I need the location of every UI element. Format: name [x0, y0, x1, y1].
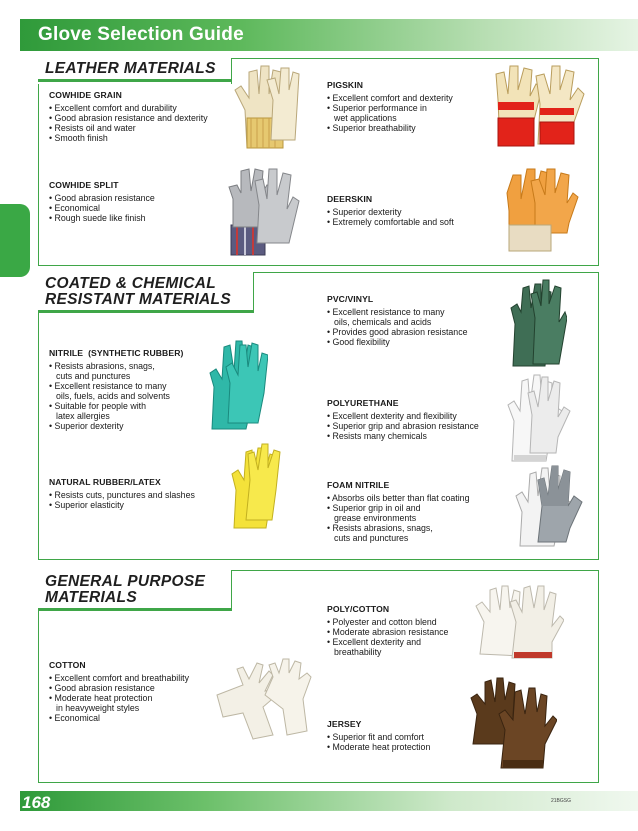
- jersey-glove-image: [467, 674, 557, 772]
- foam-nitrile-bullet: • Superior grip in oil and grease environments: [327, 503, 437, 523]
- general-section-title-line1: GENERAL PURPOSE: [45, 573, 206, 590]
- pvc-bullet: • Provides good abrasion resistance: [327, 327, 497, 337]
- poly-cotton-bullet: • Polyester and cotton blend: [327, 617, 477, 627]
- page-title: Glove Selection Guide: [38, 24, 244, 45]
- coated-section-title-line2: RESISTANT MATERIALS: [45, 291, 231, 308]
- pvc-bullet: • Good flexibility: [327, 337, 497, 347]
- deerskin-block: [327, 194, 487, 227]
- deerskin-bullet: • Extremely comfortable and soft: [327, 217, 487, 227]
- pigskin-glove-image: [494, 60, 589, 150]
- polyurethane-bullet: • Superior grip and abrasion resistance: [327, 421, 502, 431]
- pigskin-bullet: • Superior breathability: [327, 123, 487, 133]
- coated-section-title-line1: COATED & CHEMICAL: [45, 275, 216, 292]
- jersey-block: [327, 719, 477, 752]
- general-title-underline: [38, 608, 232, 611]
- poly-cotton-bullet: • Moderate abrasion resistance: [327, 627, 477, 637]
- cotton-bullet: • Excellent comfort and breathability: [49, 673, 219, 683]
- poly-cotton-heading: POLY/COTTON: [327, 604, 390, 614]
- coated-title-underline: [38, 310, 254, 313]
- leather-title-underline: [38, 79, 232, 82]
- cowhide-grain-bullet: • Smooth finish: [49, 133, 229, 143]
- cotton-heading: COTTON: [49, 660, 86, 670]
- cowhide-grain-bullet: • Excellent comfort and durability: [49, 103, 229, 113]
- cotton-glove-image: [213, 655, 313, 741]
- nitrile-glove-image: [208, 337, 268, 431]
- pigskin-block: [327, 80, 487, 133]
- cotton-bullet: • Good abrasion resistance: [49, 683, 219, 693]
- cotton-block: [49, 660, 219, 723]
- poly-cotton-glove-image: [472, 582, 564, 662]
- pvc-heading: PVC/VINYL: [327, 294, 374, 304]
- deerskin-heading: DEERSKIN: [327, 194, 373, 204]
- cotton-bullet: • Economical: [49, 713, 219, 723]
- polyurethane-glove-image: [506, 371, 571, 463]
- header-bar: [20, 19, 638, 51]
- cowhide-grain-bullet: • Good abrasion resistance and dexterity: [49, 113, 229, 123]
- pigskin-bullet: • Superior performance in wet applications: [327, 103, 439, 123]
- nitrile-bullet: • Superior dexterity: [49, 421, 209, 431]
- jersey-bullet: • Superior fit and comfort: [327, 732, 477, 742]
- latex-heading: NATURAL RUBBER/LATEX: [49, 477, 161, 487]
- cowhide-split-heading: COWHIDE SPLIT: [49, 180, 119, 190]
- cowhide-split-block: [49, 180, 229, 223]
- polyurethane-block: [327, 398, 502, 441]
- foam-nitrile-glove-image: [512, 462, 584, 552]
- foam-nitrile-heading: FOAM NITRILE: [327, 480, 390, 490]
- general-section-title-line2: MATERIALS: [45, 589, 137, 606]
- cotton-bullet: • Moderate heat protection in heavyweight styles: [49, 693, 161, 713]
- cowhide-grain-block: [49, 90, 229, 143]
- cowhide-grain-glove-image: [227, 60, 302, 152]
- leather-section-title: LEATHER MATERIALS: [45, 60, 216, 77]
- jersey-heading: JERSEY: [327, 719, 362, 729]
- pvc-glove-image: [509, 278, 567, 370]
- polyurethane-bullet: • Resists many chemicals: [327, 431, 502, 441]
- polyurethane-bullet: • Excellent dexterity and flexibility: [327, 411, 502, 421]
- latex-block: [49, 477, 229, 510]
- latex-bullet: • Resists cuts, punctures and slashes: [49, 490, 229, 500]
- cowhide-grain-bullet: • Resists oil and water: [49, 123, 229, 133]
- pigskin-bullet: • Excellent comfort and dexterity: [327, 93, 487, 103]
- foam-nitrile-bullet: • Resists abrasions, snags, cuts and punctures: [327, 523, 439, 543]
- poly-cotton-bullet: • Excellent dexterity and breathability: [327, 637, 425, 657]
- footer-code: 21BGSG: [551, 798, 572, 804]
- deerskin-bullet: • Superior dexterity: [327, 207, 487, 217]
- pvc-block: [327, 294, 497, 347]
- cowhide-split-bullet: • Good abrasion resistance: [49, 193, 229, 203]
- deerskin-glove-image: [505, 163, 580, 255]
- polyurethane-heading: POLYURETHANE: [327, 398, 399, 408]
- nitrile-bullet: • Suitable for people with latex allergies: [49, 401, 164, 421]
- nitrile-block: [49, 348, 209, 431]
- cowhide-split-glove-image: [227, 165, 302, 259]
- page-number: 168: [22, 793, 51, 812]
- footer-bar: [20, 791, 638, 811]
- pigskin-heading: PIGSKIN: [327, 80, 364, 90]
- cowhide-grain-heading: COWHIDE GRAIN: [49, 90, 122, 100]
- cowhide-split-bullet: • Rough suede like finish: [49, 213, 229, 223]
- jersey-bullet: • Moderate heat protection: [327, 742, 477, 752]
- pvc-bullet: • Excellent resistance to many oils, chemicals and acids: [327, 307, 455, 327]
- nitrile-heading: NITRILE (SYNTHETIC RUBBER): [49, 348, 184, 358]
- side-tab: [0, 204, 30, 277]
- latex-bullet: • Superior elasticity: [49, 500, 229, 510]
- foam-nitrile-bullet: • Absorbs oils better than flat coating: [327, 493, 492, 503]
- foam-nitrile-block: [327, 480, 492, 543]
- poly-cotton-block: [327, 604, 477, 657]
- cowhide-split-bullet: • Economical: [49, 203, 229, 213]
- nitrile-bullet: • Resists abrasions, snags, cuts and punctures: [49, 361, 161, 381]
- nitrile-bullet: • Excellent resistance to many oils, fuels, acids and solvents: [49, 381, 184, 401]
- latex-glove-image: [230, 440, 282, 530]
